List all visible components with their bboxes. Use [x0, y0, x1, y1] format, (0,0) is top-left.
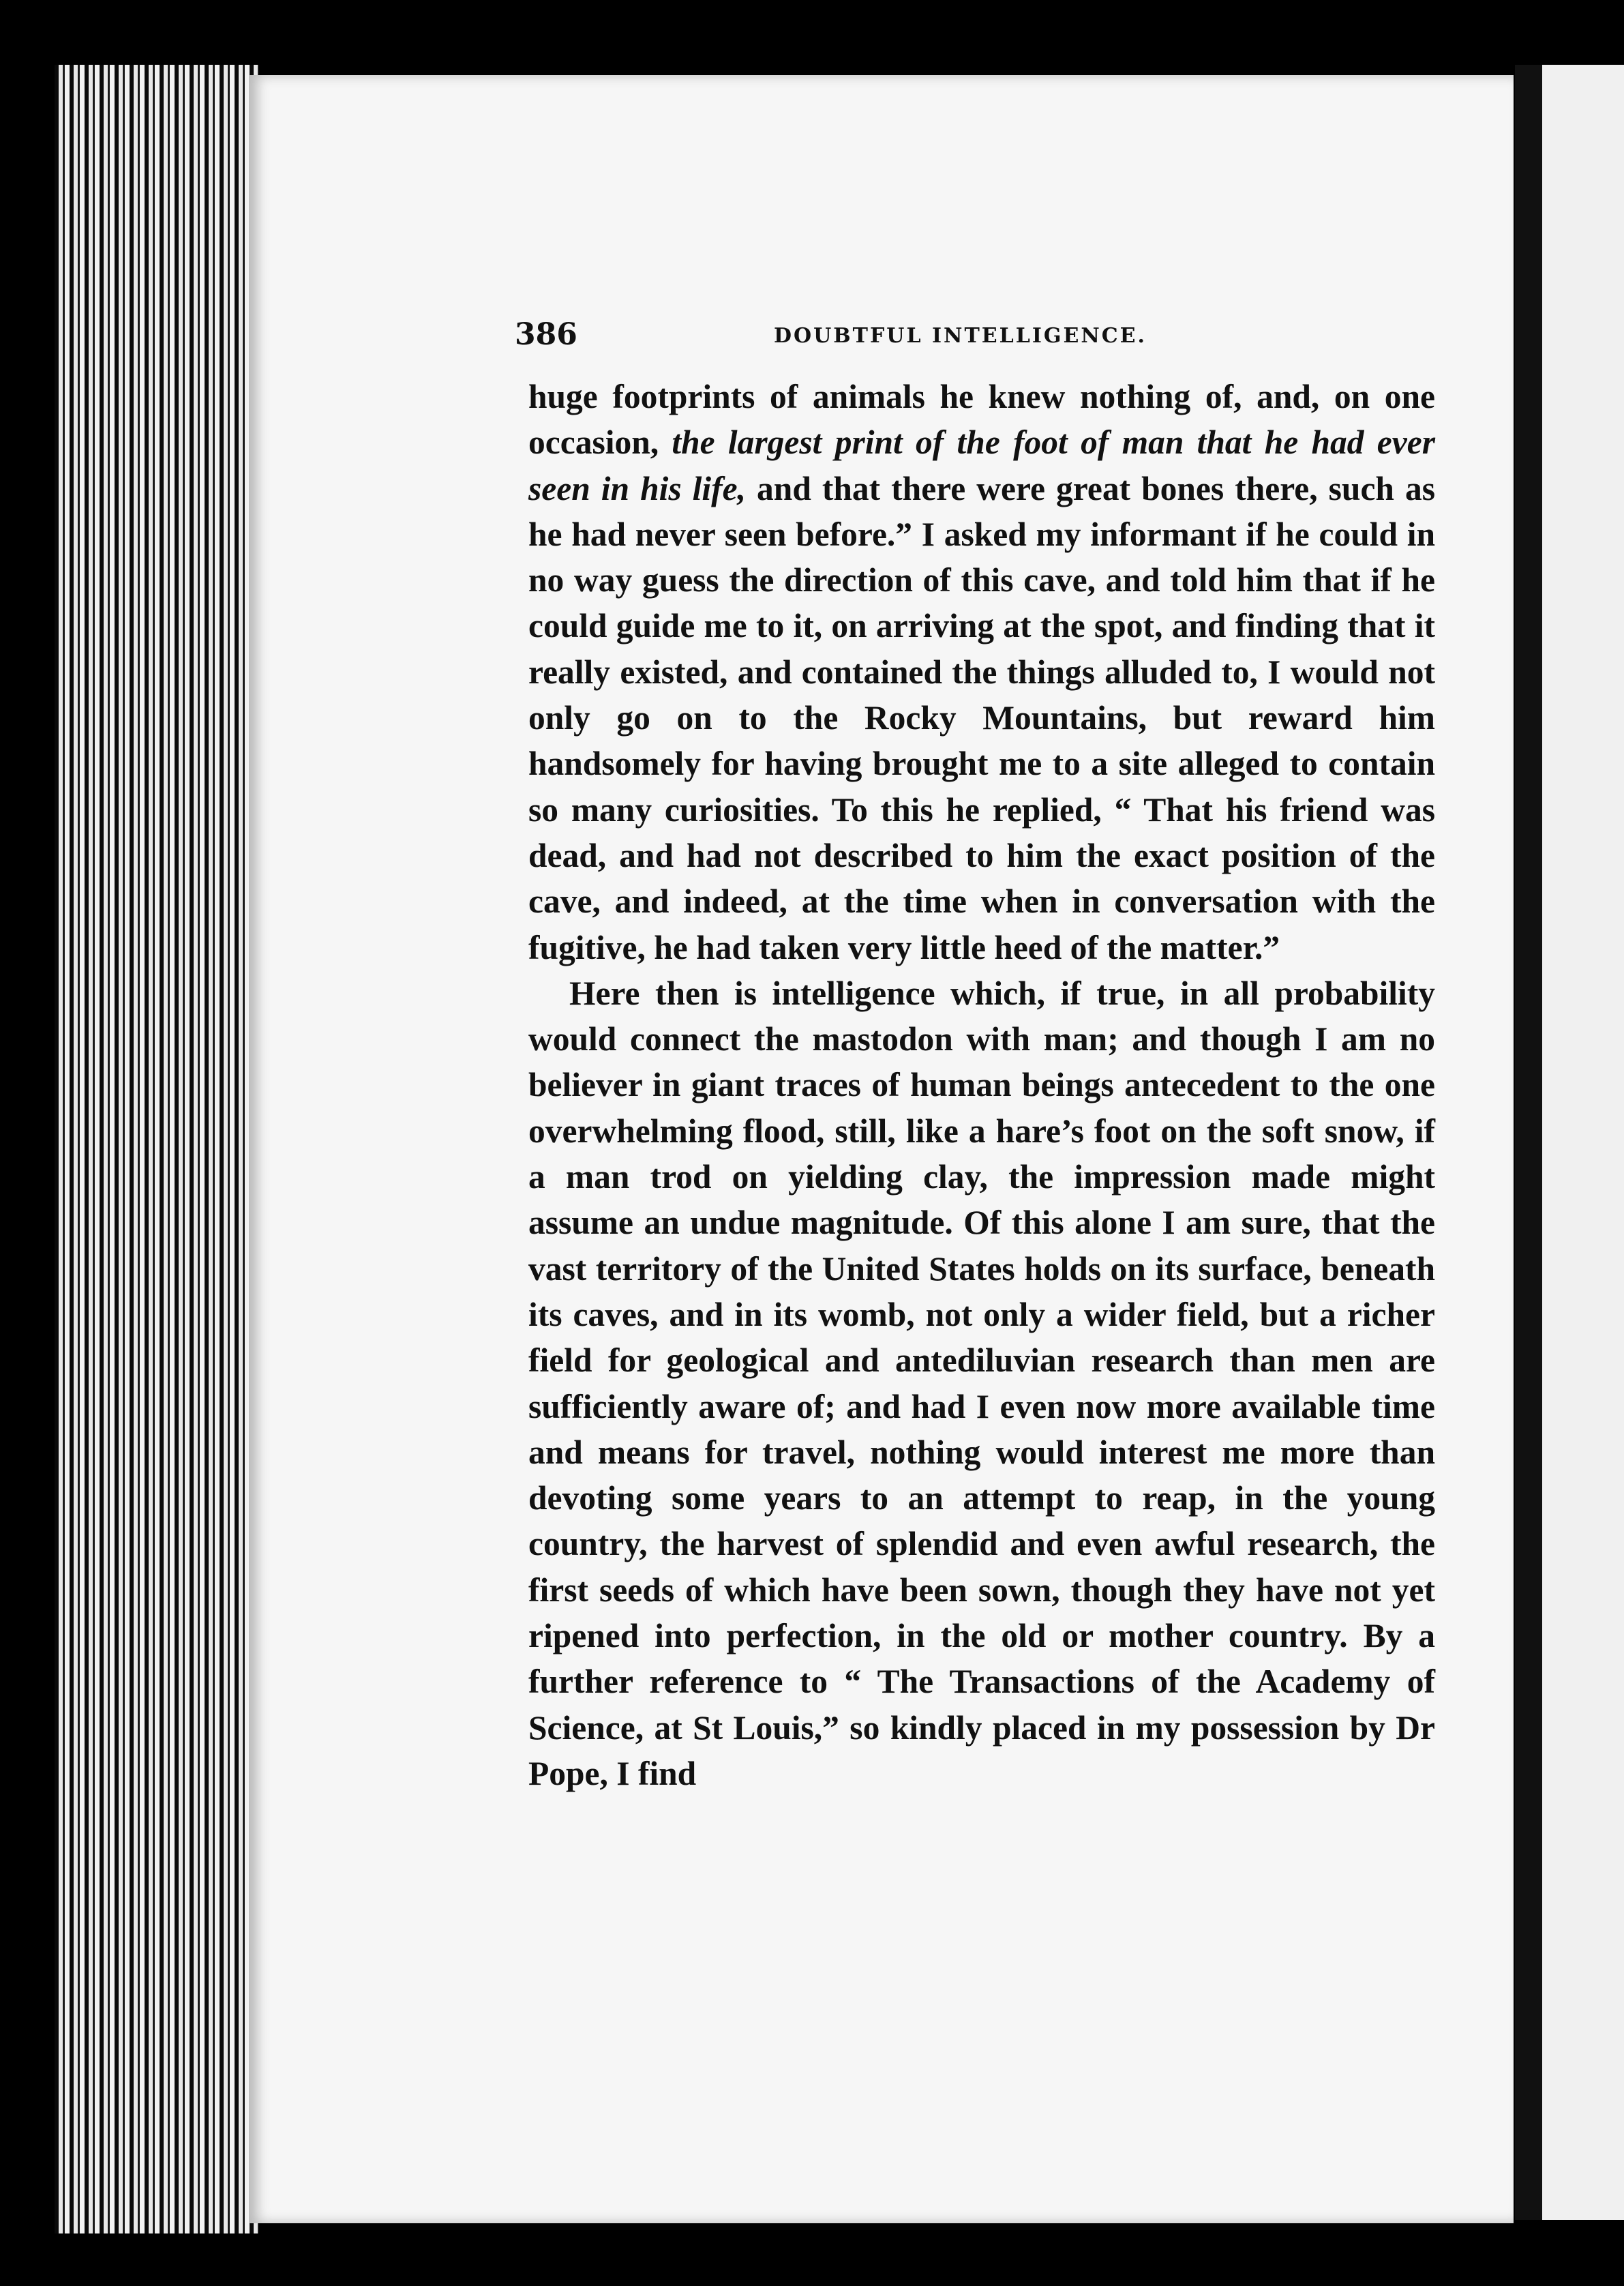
book-gutter: [1515, 65, 1542, 2220]
paragraph-2: Here then is intelligence which, if true, in all probability would connect the mastodon with man; and though I am no believer in giant traces of human beings antecedent to the one overwhelming flood, still, like a hare’s foot on the soft snow, if a man trod on yielding clay, the impression made might assume an undue magnitude. Of this alone I am sure, that the vast territory of the United States holds on its surface, beneath its caves, and in its womb, not only a wider field, but a richer field for geological and antediluvian research than men are sufficiently aware of; and had I even now more available time and means for travel, nothing would interest me more than devoting some years to an attempt to reap, in the young country, the harvest of splendid and even awful research, the first seeds of which have been sown, though they have not yet ripened into perfection, in the old or mother country. By a further reference to “ The Transactions of the Academy of Science, at St Louis,” so kindly placed in my possession by Dr Pope, I find: [528, 974, 1435, 1792]
running-head: DOUBTFUL INTELLIGENCE.: [774, 324, 1147, 348]
page-header: [515, 317, 1435, 358]
body-text: [528, 374, 1435, 1796]
facing-page-edge: [1542, 65, 1624, 2220]
paragraph-1-italic: the largest print of the foot of man that he had ever seen in his life,: [528, 424, 1435, 507]
paragraph-1-text-a: huge footprints of animals he knew nothing of, and, on one occasion,: [528, 378, 1435, 462]
book-page-edges: [55, 65, 259, 2233]
paragraph-1: [528, 374, 1435, 970]
page-number: 386: [515, 317, 577, 352]
paragraph-1-text-b: and that there were great bones there, such as he had never seen before.” I asked my informant if he could in no way guess the direction of this cave, and told him that if he could guide me to it, on arriving at the spot, and finding that it really existed, and contained the things alluded to, I would not only go on to the Rocky Mountains, but reward him handsomely for having brought me to a site alleged to contain so many curiosities. To this he replied, “ That his friend was dead, and had not described to him the exact position of the cave, and indeed, at the time when in conversation with the fugitive, he had taken very little heed of the matter.”: [528, 469, 1435, 966]
